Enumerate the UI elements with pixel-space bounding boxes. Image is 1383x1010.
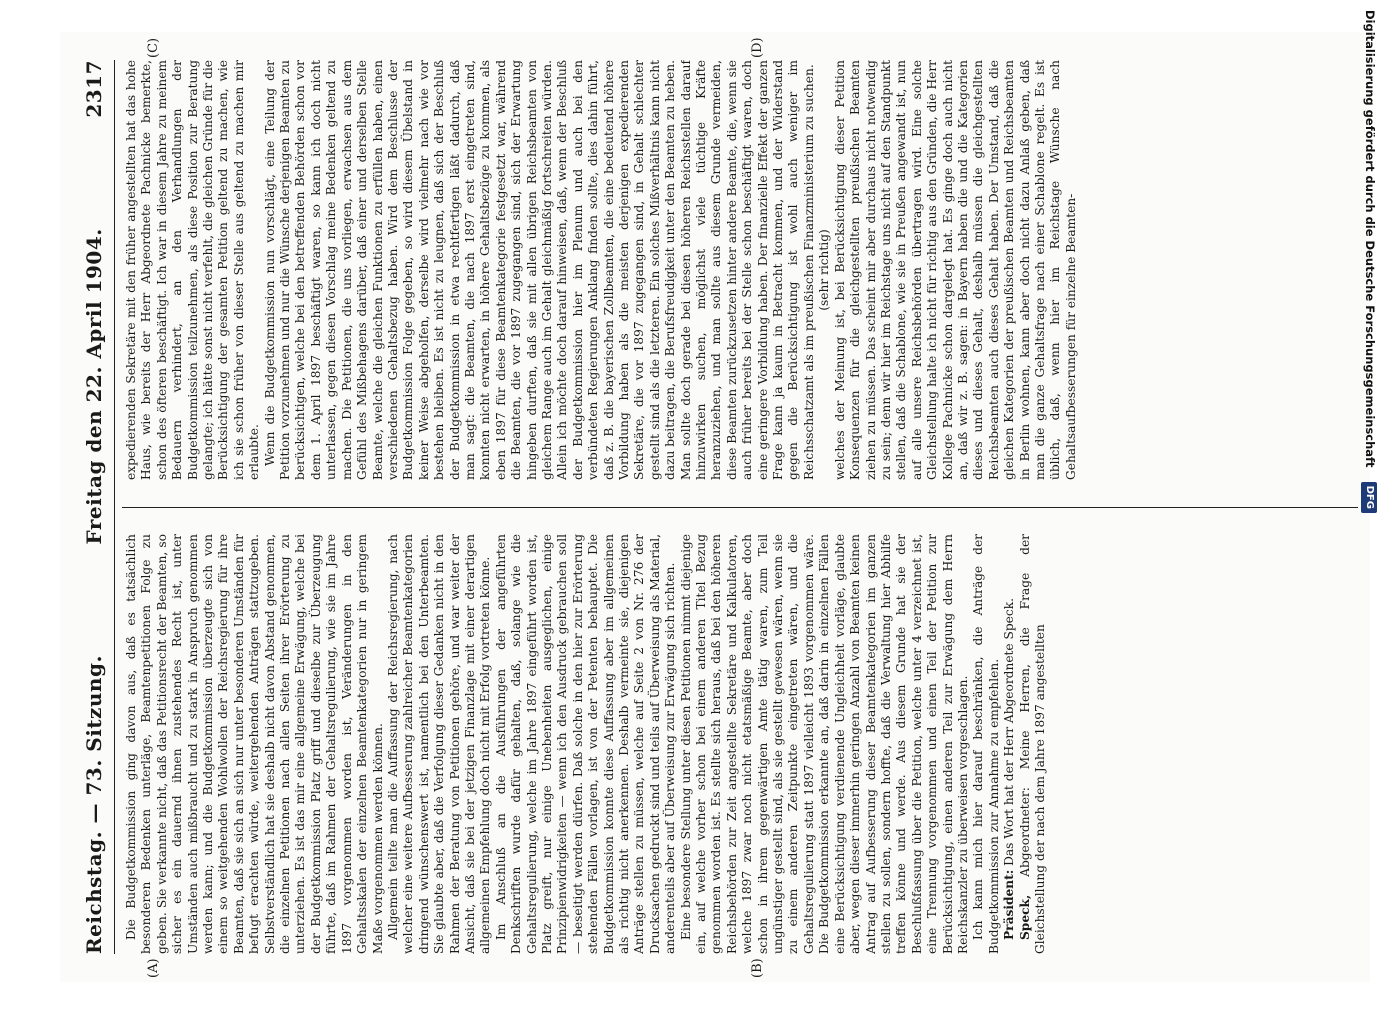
credit-text: Digitalisierung gefördert durch die Deutsche Forschungsgemeinschaft xyxy=(1363,10,1377,468)
margin-marker-d: (D) xyxy=(750,37,765,58)
paragraph: Eine besondere Stellung unter diesen Petitionen nimmt diejenige ein, auf welche vorher schon bei einem anderen Titel Bezug genommen worden ist. Es stellte sich heraus, daß bei den höheren Reichsbehörden zur Zeit angestellte Sekretäre und Kalkulatoren, welche 1897 zwar noch nicht etatsmäßige Beamte, aber doch schon in ihrem gegenwärtigen Amte tätig waren, zum Teil ungünstiger gestellt sind, als sie gestellt gewesen wären, wenn sie zu einem anderen Zeitpunkte eingetreten wären, und die Gehaltsregulierung statt 1897 vielleicht 1893 vorgenommen wäre. Die Budgetkommission erkannte an, daß darin in einzelnen Fällen eine Berücksichtigung verdienende Ungleichheit vorläge, glaubte aber, wegen dieser immerhin geringen Anzahl von Beamten keinen Antrag auf Aufbesserung dieser Beamtenkategorien im ganzen stellen zu sollen, sondern hoffte, daß die Verwaltung hier Abhilfe treffen könne und werde. Aus diesem Grunde hat sie der Beschlußfassung über die Petition, welche unter 4 verzeichnet ist, eine Trennung vorgenommen und einen Teil der Petition zur Berücksichtigung, einen anderen Teil zur Erwägung dem Herrn Reichskanzler zu überweisen vorgeschlagen. xyxy=(678,534,970,954)
column-divider xyxy=(122,507,1358,508)
right-column xyxy=(124,60,1358,480)
header-session: Reichstag. — 73. Sitzung. xyxy=(82,655,106,954)
header-rule xyxy=(114,60,115,954)
paragraph: welches der Meinung ist, bei Berücksichtigung dieser Petition Konsequenzen für die gleichgestellten preußischen Beamten ziehen zu müssen. Das scheint mir aber durchaus nicht notwendig zu sein; denn wir hier im Reichstage uns nicht auf den Standpunkt stellen, daß die Schablone, wie sie in Preußen angewandt ist, nun auf alle unsere Reichsbehörden übertragen wird. Eine solche Gleichstellung halte ich nicht für richtig aus den Gründen, die Herr Kollege Pachnicke schon dargelegt hat. Es ginge doch auch nicht an, daß wir z. B. sagen: in Bayern haben die und die Kategorien dieses und dieses Gehalt, deshalb müssen die gleichgestellten Reichsbeamten auch dieses Gehalt haben. Der Umstand, daß die gleichen Kategorien der preußischen Beamten und Reichsbeamten in Berlin wohnen, kann aber doch nicht dazu Anlaß geben, daß man die ganze Gehaltsfrage nach einer Schablone regelt. Es ist üblich, daß, wenn hier im Reichstage Wünsche nach Gehaltsaufbesserungen für einzelne Beamten- xyxy=(832,60,1078,480)
rotated-page-content xyxy=(60,32,1370,982)
paragraph: Ich kann mich hier darauf beschränken, die Anträge der Budgetkommission zur Annahme zu empfehlen. xyxy=(971,534,1001,954)
page-header xyxy=(76,60,112,954)
page-number: 2317 xyxy=(82,60,106,118)
president-label: Präsident: xyxy=(1002,869,1017,940)
president-text: Das Wort hat der Herr Abgeordnete Speck. xyxy=(1002,598,1017,866)
interjection: (sehr richtig) xyxy=(817,229,832,311)
paragraph: Die Budgetkommission ging davon aus, daß es tatsächlich besonderen Bedenken unterläge, Beamtenpetitionen Folge zu geben. Sie verkannte nicht, daß das Petitionsrecht der Beamten, so sicher es ein dauernd ihnen zustehendes Recht ist, unter Umständen auch mißbraucht und zu stark in Anspruch genommen werden kann; und die Budgetkommission überzeugte sich von einem so weitgehenden Wohlwollen der Reichsregierung für ihre Beamten, daß sie sich an sich nur unter besonderen Umständen für befugt erachten würde, weitergehenden Anträgen stattzugeben. Selbstverständlich hat sie deshalb nicht davon Abstand genommen, die einzelnen Petitionen nach allen Seiten ihrer Erörterung zu unterziehen. Es ist das mir eine allgemeine Erwägung, welche bei der Budgetkommission Platz griff und dieselbe zur Überzeugung führte, daß im Rahmen der Gehaltsregulierung, wie sie im Jahre 1897 vorgenommen worden ist, Veränderungen in den Gehaltsskalen der einzelnen Beamtenkategorien nur in geringem Maße vorgenommen werden können. xyxy=(124,534,385,954)
speaker-line xyxy=(1018,534,1049,954)
dfg-logo: DFG xyxy=(1362,482,1378,513)
digitization-credit xyxy=(1358,0,1382,1010)
paragraph: Wenn die Budgetkommission nun vorschlägt, eine Teilung der Petition vorzunehmen und nur die Wünsche derjenigen Beamten zu berücksichtigen, welche bei den betreffenden Behörden schon vor dem 1. April 1897 beschäftigt waren, so kann ich doch nicht unterlassen, gegen diesen Vorschlag meine Bedenken geltend zu machen. Die Petitionen, die uns vorliegen, erwachsen aus dem Gefühl des Mißbehagens darüber, daß einer und derselben Stelle Beamte, welche die gleichen Funktionen zu erfüllen haben, einen verschiedenen Gehaltsbezug haben. Wird dem Beschlusse der Budgetkommission Folge gegeben, so wird diesem Übelstand in keiner Weise abgeholfen, derselbe wird vielmehr nach wie vor bestehen bleiben. Es ist nicht zu leugnen, daß sich der Beschluß der Budgetkommission in etwa rechtfertigen läßt dadurch, daß man sagt: die Beamten, die nach 1897 erst eingetreten sind, konnten nicht erwarten, in höhere Gehaltsbezüge zu kommen, als eben 1897 für diese Beamtenkategorie festgesetzt war, während die Beamten, die vor 1897 zugegangen sind, sich der Erwartung hingeben durften, daß sie mit allen übrigen Reichsbeamten von gleichem Range auch im Gehalt gleichmäßig fortschreiten würden. Allein ich möchte doch darauf hinweisen, daß, wenn der Beschluß der Budgetkommission hier im Plenum und auch bei den verbündeten Regierungen Anklang finden sollte, dies dahin führt, daß z. B. die bayerischen Zollbeamten, die eine bedeutend höhere Vorbildung haben als die meisten derjenigen expedierenden Sekretäre, die vor 1897 zugegangen sind, in Gehalt schlechter gestellt sind als die letzteren. Ein solches Mißverhältnis kann nicht dazu beitragen, die Berufsfreudigkeit unter den Beamten zu heben. Man sollte doch gerade bei diesen höheren Reichsstellen darauf hinzuwirken suchen, möglichst viele tüchtige Kräfte heranzuziehen, und man sollte aus diesem Grunde vermeiden, diese Beamten zurückzusetzen hinter andere Beamte, die, wenn sie auch früher bereits bei der Stelle schon beschäftigt waren, doch eine geringere Vorbildung haben. Der finanzielle Effekt der ganzen Frage kann ja kaum in Betracht kommen, und der Widerstand gegen die Berücksichtigung ist wohl auch weniger im Reichsschatzamt als im preußischen Finanzministerium zu suchen. xyxy=(262,60,816,480)
scanned-page xyxy=(60,32,1370,982)
paragraph: Im Anschluß an die Ausführungen der angeführten Denkschriften wurde dafür gehalten, daß, solange wie die Gehaltsregulierung, welche im Jahre 1897 eingeführt worden ist, Platz greift, nur einige Unebenheiten ausgeglichen, einige Prinzipienwidrigkeiten — wenn ich den Ausdruck gebrauchen soll — beseitigt werden dürfen. Daß solche in den hier zur Erörterung stehenden Fällen vorlagen, ist von der Petenten behauptet. Die Budgetkommission konnte diese Auffassung aber im allgemeinen als richtig nicht anerkennen. Deshalb vermeinte sie, diejenigen Anträge stellen zu müssen, welche auf Seite 2 von Nr. 276 der Drucksachen gedruckt sind und teils auf Überweisung als Material, anderenteils aber auf Überweisung zur Erwägung sich richten. xyxy=(493,534,678,954)
speaker-label: Speck, xyxy=(1017,894,1032,940)
margin-marker-c: (C) xyxy=(146,37,161,58)
margin-marker-a: (A) xyxy=(146,958,161,978)
speaker-text: Abgeordneter: Meine Herren, die Frage der Gleichstellung der nach dem Jahre 1897 angestellten xyxy=(1017,534,1047,954)
left-column xyxy=(124,534,1358,954)
paragraph: expedierenden Sekretäre mit den früher angestellten hat das hohe Haus, wie bereits der Herr Abgeordnete Pachnicke bemerkte, schon des öfteren beschäftigt. Ich war in diesem Jahre zu meinem Bedauern verhindert, an den Verhandlungen der Budgetkommission teilzunehmen, als diese Position zur Beratung gelangte; ich hätte sonst nicht verfehlt, die gleichen Gründe für die Berücksichtigung der gesamten Petition geltend zu machen, wie ich sie schon früher von dieser Stelle aus geltend zu machen mir erlaubte. xyxy=(124,60,262,480)
president-line xyxy=(1002,534,1017,954)
paragraph: Allgemein teilte man die Auffassung der Reichsregierung, nach welcher eine weitere Aufbesserung zahlreicher Beamtenkategorien dringend wünschenswert ist, namentlich bei den Unterbeamten. Sie glaubte aber, daß die Verfolgung dieser Gedanken nicht in den Rahmen der Beratung von Petitionen gehöre, und war weiter der Ansicht, daß sie bei der jetzigen Finanzlage mit einer derartigen allgemeinen Empfehlung doch nicht mit Erfolg vortreten könne. xyxy=(385,534,493,954)
margin-marker-b: (B) xyxy=(750,958,765,978)
header-date: Freitag den 22. April 1904. xyxy=(82,228,106,545)
